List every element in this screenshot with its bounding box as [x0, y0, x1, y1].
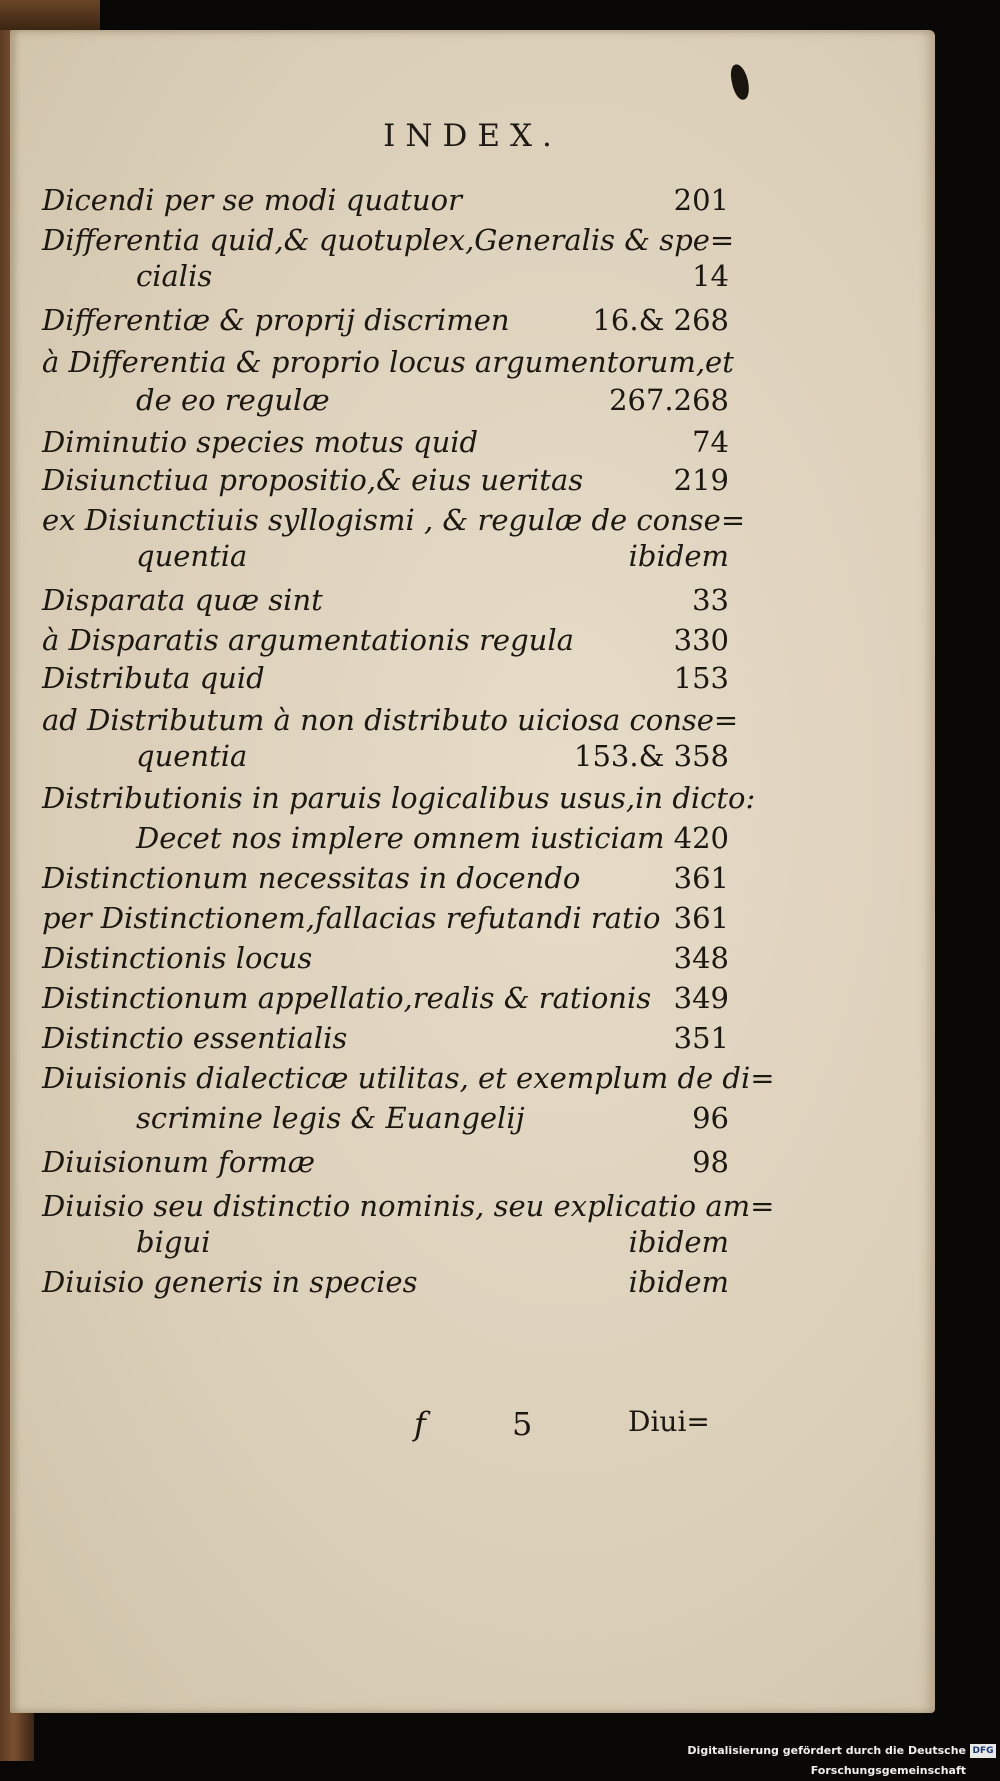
- index-entry: per Distinctionem,fallacias refutandi ratio 361: [42, 901, 729, 935]
- index-entry: Disiunctiua propositio,& eius ueritas 219: [42, 463, 729, 497]
- index-entry: Differentiæ & proprij discrimen 16.& 268: [42, 303, 729, 337]
- book-cover-edge: [0, 0, 100, 30]
- index-entry: Distinctionis locus 348: [42, 941, 729, 975]
- banner-text: Digitalisierung gefördert durch die Deutsche Forschungsgemeinschaft: [687, 1744, 966, 1777]
- index-entry: à Differentia & proprio locus argumentorum,et: [42, 345, 734, 379]
- dfg-logo: DFG: [970, 1744, 996, 1758]
- index-entry-continuation: scrimine legis & Euangelij 96: [136, 1101, 729, 1135]
- signature-letter: f: [414, 1405, 426, 1443]
- index-entry: Distinctionum necessitas in docendo 361: [42, 861, 729, 895]
- index-entry: Diminutio species motus quid 74: [42, 425, 729, 459]
- catchword: Diui=: [628, 1405, 710, 1438]
- index-entry: Diuisio generis in species ibidem: [42, 1265, 729, 1299]
- index-entry-continuation: quentia 153.& 358: [136, 739, 729, 773]
- index-entry: Differentia quid,& quotuplex,Generalis & spe=: [42, 223, 735, 257]
- index-entry: Disparata quæ sint 33: [42, 583, 729, 617]
- index-entry: Dicendi per se modi quatuor 201: [42, 183, 729, 217]
- index-entry-continuation: bigui ibidem: [136, 1225, 729, 1259]
- index-entry: Distinctio essentialis 351: [42, 1021, 729, 1055]
- index-entry: ad Distributum à non distributo uiciosa conse=: [42, 703, 739, 737]
- index-entry: ex Disiunctiuis syllogismi , & regulæ de conse=: [42, 503, 746, 537]
- index-entries: [10, 30, 935, 1713]
- digitization-banner: [580, 1741, 1000, 1777]
- index-entry: Distributa quid 153: [42, 661, 729, 695]
- index-entry: Distinctionum appellatio,realis & rationis 349: [42, 981, 729, 1015]
- index-entry-continuation: cialis 14: [136, 259, 729, 293]
- index-entry: Distributionis in paruis logicalibus usus,in dicto:: [42, 781, 756, 815]
- index-entry-continuation: Decet nos implere omnem iusticiam 420: [136, 821, 729, 855]
- index-entry: Diuisio seu distinctio nominis, seu explicatio am=: [42, 1189, 775, 1223]
- index-entry: à Disparatis argumentationis regula 330: [42, 623, 729, 657]
- index-entry-continuation: quentia ibidem: [136, 539, 729, 573]
- page-title: INDEX.: [383, 118, 562, 154]
- index-entry: Diuisionum formæ 98: [42, 1145, 729, 1179]
- index-entry-continuation: de eo regulæ 267.268: [136, 383, 729, 417]
- index-entry: Diuisionis dialecticæ utilitas, et exemplum de di=: [42, 1061, 775, 1095]
- signature-number: 5: [512, 1405, 533, 1443]
- book-page: [10, 30, 935, 1713]
